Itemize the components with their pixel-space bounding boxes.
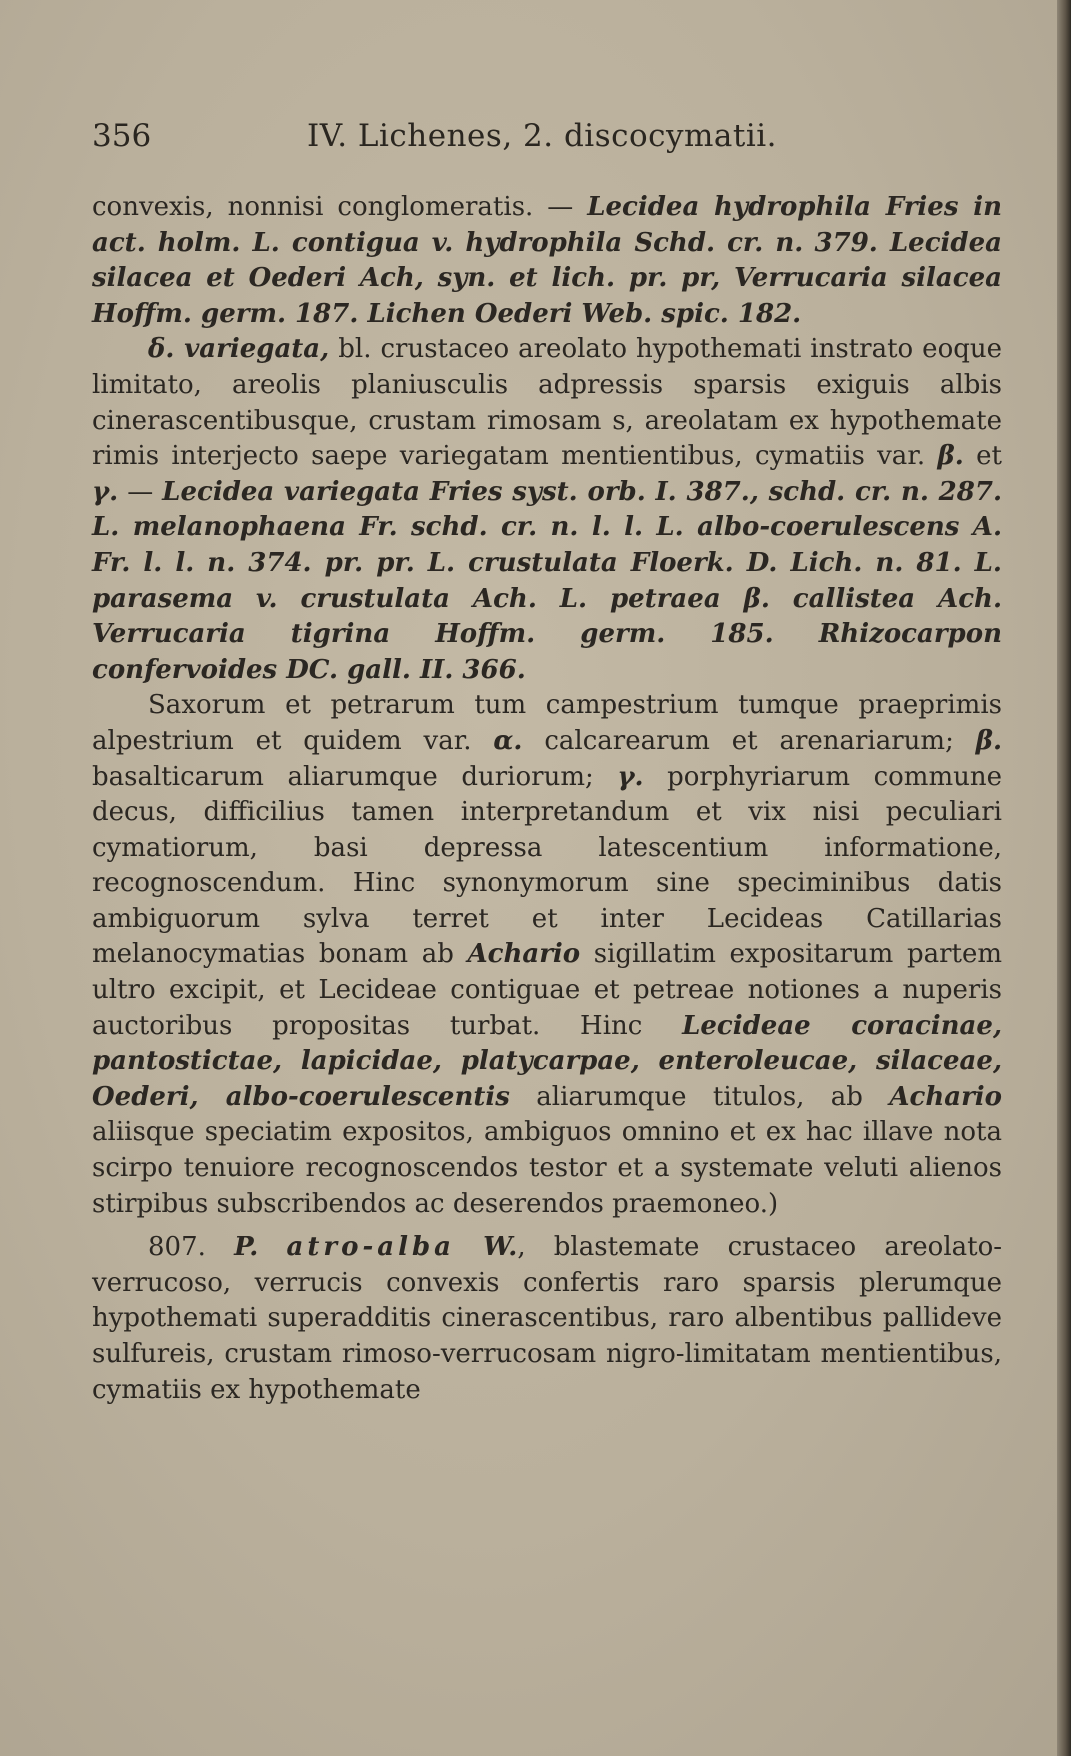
italic-citation: α.: [493, 725, 523, 756]
running-title: IV. Lichenes, 2. discocymatii.: [307, 118, 778, 154]
text-run: basalticarum aliarumque duriorum;: [92, 761, 618, 792]
text-run: [803, 228, 814, 258]
italic-citation: Lecidea hydrophila Fries in act. holm. L. contigua v. hydrophila Schd. cr. n.: [92, 192, 1002, 258]
text-run: [455, 1232, 483, 1262]
italic-citation: W.: [483, 1232, 518, 1263]
text-run: [258, 1232, 286, 1262]
text-run: aliarumque titulos, ab: [509, 1081, 890, 1112]
text-run: 807.: [148, 1232, 235, 1263]
paragraph-saxorum: [92, 688, 1002, 1222]
text-run: porphyriarum commune decus, difficilius tamen interpretandum et vix nisi peculiari cymatiorum, basi depressa latescentium informatione, recognoscendum. Hinc synonymorum sine speciminibus datis ambiguorum sylva terret et inter Lecideas Catillarias melanocymatias bonam ab: [92, 761, 1002, 970]
text-run: , blastemate crustaceo areolato-verrucoso, verrucis convexis confertis raro sparsis plerumque hypothemati superadditis cinerascentibus, raro albentibus pallideve sulfureis, crustam rimoso-verrucosam nigro-limitatam mentientibus, cymatiis ex hypothemate: [92, 1232, 1003, 1405]
text-run: sigillatim expositarum partem ultro excipit, et Lecideae contiguae et petreae notiones a nuperis auctoribus propositas turbat. Hinc: [92, 939, 1003, 1041]
text-run: calcarearum et arenariarum;: [522, 725, 976, 756]
italic-citation: Lecideae coracinae, pantostictae, lapicidae, platycarpae, enteroleucae, silaceae, Oederi, albo-coerulescentis: [92, 1010, 1002, 1112]
text-run: Saxorum et petrarum tum campestrium tumque praeprimis alpestrium et quidem var.: [92, 690, 1002, 756]
page-header: [92, 118, 992, 162]
italic-citation: β.: [937, 441, 964, 472]
paragraph-delta-variegata: [92, 332, 1002, 688]
italic-citation: Achario: [467, 939, 581, 970]
italic-citation: Achario: [889, 1081, 1002, 1112]
text-run: aliisque speciatim expositos, ambiguos omnino et ex hac illave nota scirpo tenuiore recognoscendos testor et a systemate veluti alienos stirpibus subscribendos ac deserendos praemoneo.): [92, 1117, 1002, 1219]
italic-citation: β.: [975, 725, 1003, 756]
text-run: —: [118, 476, 163, 507]
text-run: convexis, nonnisi conglomeratis. —: [92, 192, 588, 222]
species-name: atro-alba: [286, 1232, 455, 1263]
italic-citation: δ. variegata,: [148, 334, 330, 365]
body-text: [92, 190, 1002, 1408]
page-number: 356: [92, 118, 152, 154]
text-run: et: [963, 441, 1003, 472]
italic-citation: γ.: [617, 761, 644, 792]
italic-citation: P.: [234, 1232, 259, 1263]
page-edge-shadow: [1057, 0, 1071, 1756]
text-run: bl. crustaceo areolato hypothemati instrato eoque limitato, areolis planiusculis adpressis sparsis exiguis albis cinerascentibusque, crustam rimosam s, areolatam ex hypothemate rimis interjecto saepe variegatam mentientibus, cymatiis var.: [92, 334, 1003, 472]
paragraph-continuation: [92, 190, 1002, 332]
italic-citation: Lecidea variegata Fries syst. orb. I. 387., schd. cr. n. 287. L. melanophaena Fr. schd. cr. n. l. l. L. albo-coerulescens A. Fr. l. l. n. 374. pr. pr. L. crustulata Floerk. D. Lich. n. 81. L. parasema v. crustulata Ach. L. petraea β. callistea Ach. Verrucaria tigrina Hoffm. germ. 185. Rhizocarpon confervoides DC. gall. II. 366.: [92, 476, 1002, 685]
italic-citation: γ.: [92, 476, 119, 507]
italic-citation: 379. Lecidea silacea et Oederi Ach, syn. et lich. pr. pr, Verrucaria silacea Hoffm. germ. 187. Lichen Oederi Web. spic. 182.: [92, 227, 1002, 329]
paragraph-807-atro-alba: [92, 1230, 1002, 1408]
